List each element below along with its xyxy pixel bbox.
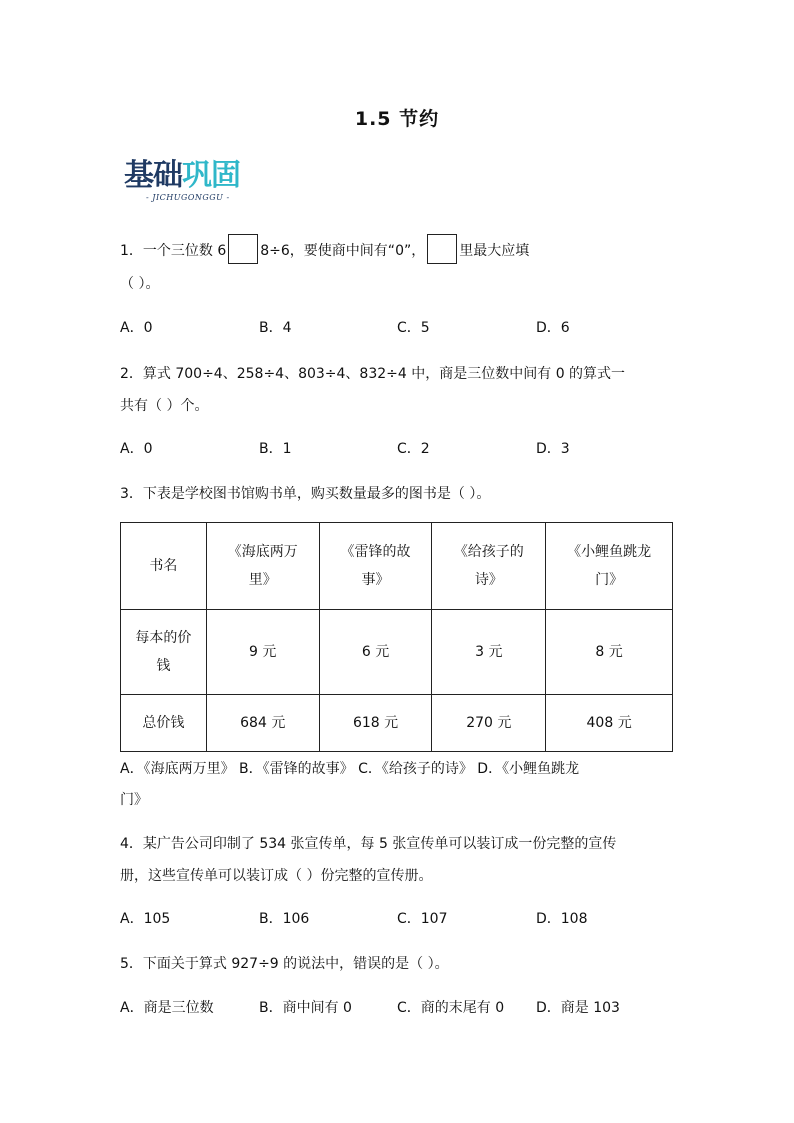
table-cell: 3 元 [432,610,546,695]
question-2-line-1: 2．算式 700÷4、258÷4、803÷4、832÷4 中，商是三位数中间有 0 的算式一 [120,366,626,382]
question-2-option-a[interactable]: A．0 [120,441,153,457]
cell-text: 钱 [156,658,171,674]
cell-text: 《给孩子的 [453,544,524,560]
question-5-option-b[interactable]: B．商中间有 0 [259,1000,352,1016]
table-cell: 8 元 [546,610,673,695]
question-4-option-a[interactable]: A．105 [120,911,171,927]
cell-text: 门》 [595,572,624,588]
table-cell: 270 元 [432,695,546,752]
question-1-text-c: 里最大应填 [459,243,530,259]
table-row [121,523,673,610]
table-header-cell [319,523,432,610]
question-1-blank-line: （ ）。 [120,276,160,292]
page-title: 1.5 节约 [354,108,440,130]
question-5-option-d[interactable]: D．商是 103 [536,1000,620,1016]
cell-text: 《海底两万 [227,544,298,560]
question-4-line-1: 4．某广告公司印制了 534 张宣传单，每 5 张宣传单可以装订成一份完整的宣传 [120,836,617,852]
table-cell: 6 元 [319,610,432,695]
question-1-text-b: 8÷6，要使商中间有“0”， [260,243,426,259]
cell-text: 书名 [149,558,178,574]
question-1-option-c[interactable]: C．5 [397,320,430,336]
cell-text: 事》 [361,572,390,588]
answer-box[interactable] [228,234,258,264]
question-2-option-b[interactable]: B．1 [259,441,292,457]
question-4-option-b[interactable]: B．106 [259,911,310,927]
table-header-cell [121,523,207,610]
question-1-option-b[interactable]: B．4 [259,320,292,336]
table-row-label [121,610,207,695]
question-4-option-c[interactable]: C．107 [397,911,448,927]
cell-text: 里》 [248,572,277,588]
table-cell: 618 元 [319,695,432,752]
book-purchase-table [120,522,673,752]
question-5-option-a[interactable]: A．商是三位数 [120,1000,214,1016]
table-row [121,695,673,752]
table-row-label: 总价钱 [121,695,207,752]
question-3-options-line-1[interactable]: A．《海底两万里》 B．《雷锋的故事》 C．《给孩子的诗》 D．《小鲤鱼跳龙 [120,761,580,777]
table-row [121,610,673,695]
cell-text: 诗》 [474,572,503,588]
banner-title-part2: 巩固 [182,158,240,193]
answer-box[interactable] [427,234,457,264]
table-header-cell [206,523,319,610]
table-cell: 9 元 [206,610,319,695]
question-5-option-c[interactable]: C．商的末尾有 0 [397,1000,505,1016]
question-3-options-line-2[interactable]: 门》 [120,792,148,808]
cell-text: 《小鲤鱼跳龙 [567,544,652,560]
table-cell: 408 元 [546,695,673,752]
banner-title [124,157,240,195]
banner-subtitle: - JICHUGONGGU - [146,193,230,202]
table-cell: 684 元 [206,695,319,752]
question-4-option-d[interactable]: D．108 [536,911,588,927]
question-1-option-a[interactable]: A．0 [120,320,153,336]
cell-text: 每本的价 [135,630,192,646]
cell-text: 《雷锋的故 [340,544,411,560]
banner-title-part1: 基础 [124,158,182,193]
question-2-option-d[interactable]: D．3 [536,441,570,457]
question-5-line-1: 5．下面关于算式 927÷9 的说法中，错误的是（ ）。 [120,956,449,972]
question-2-line-2: 共有（ ）个。 [120,398,209,414]
table-header-cell [432,523,546,610]
question-4-line-2: 册，这些宣传单可以装订成（ ）份完整的宣传册。 [120,868,433,884]
table-header-cell [546,523,673,610]
question-1 [120,236,529,266]
section-banner [124,157,266,205]
question-1-option-d[interactable]: D．6 [536,320,570,336]
question-2-option-c[interactable]: C．2 [397,441,430,457]
question-3-line-1: 3．下表是学校图书馆购书单，购买数量最多的图书是（ ）。 [120,486,491,502]
question-1-text-a: 1．一个三位数 6 [120,243,227,259]
